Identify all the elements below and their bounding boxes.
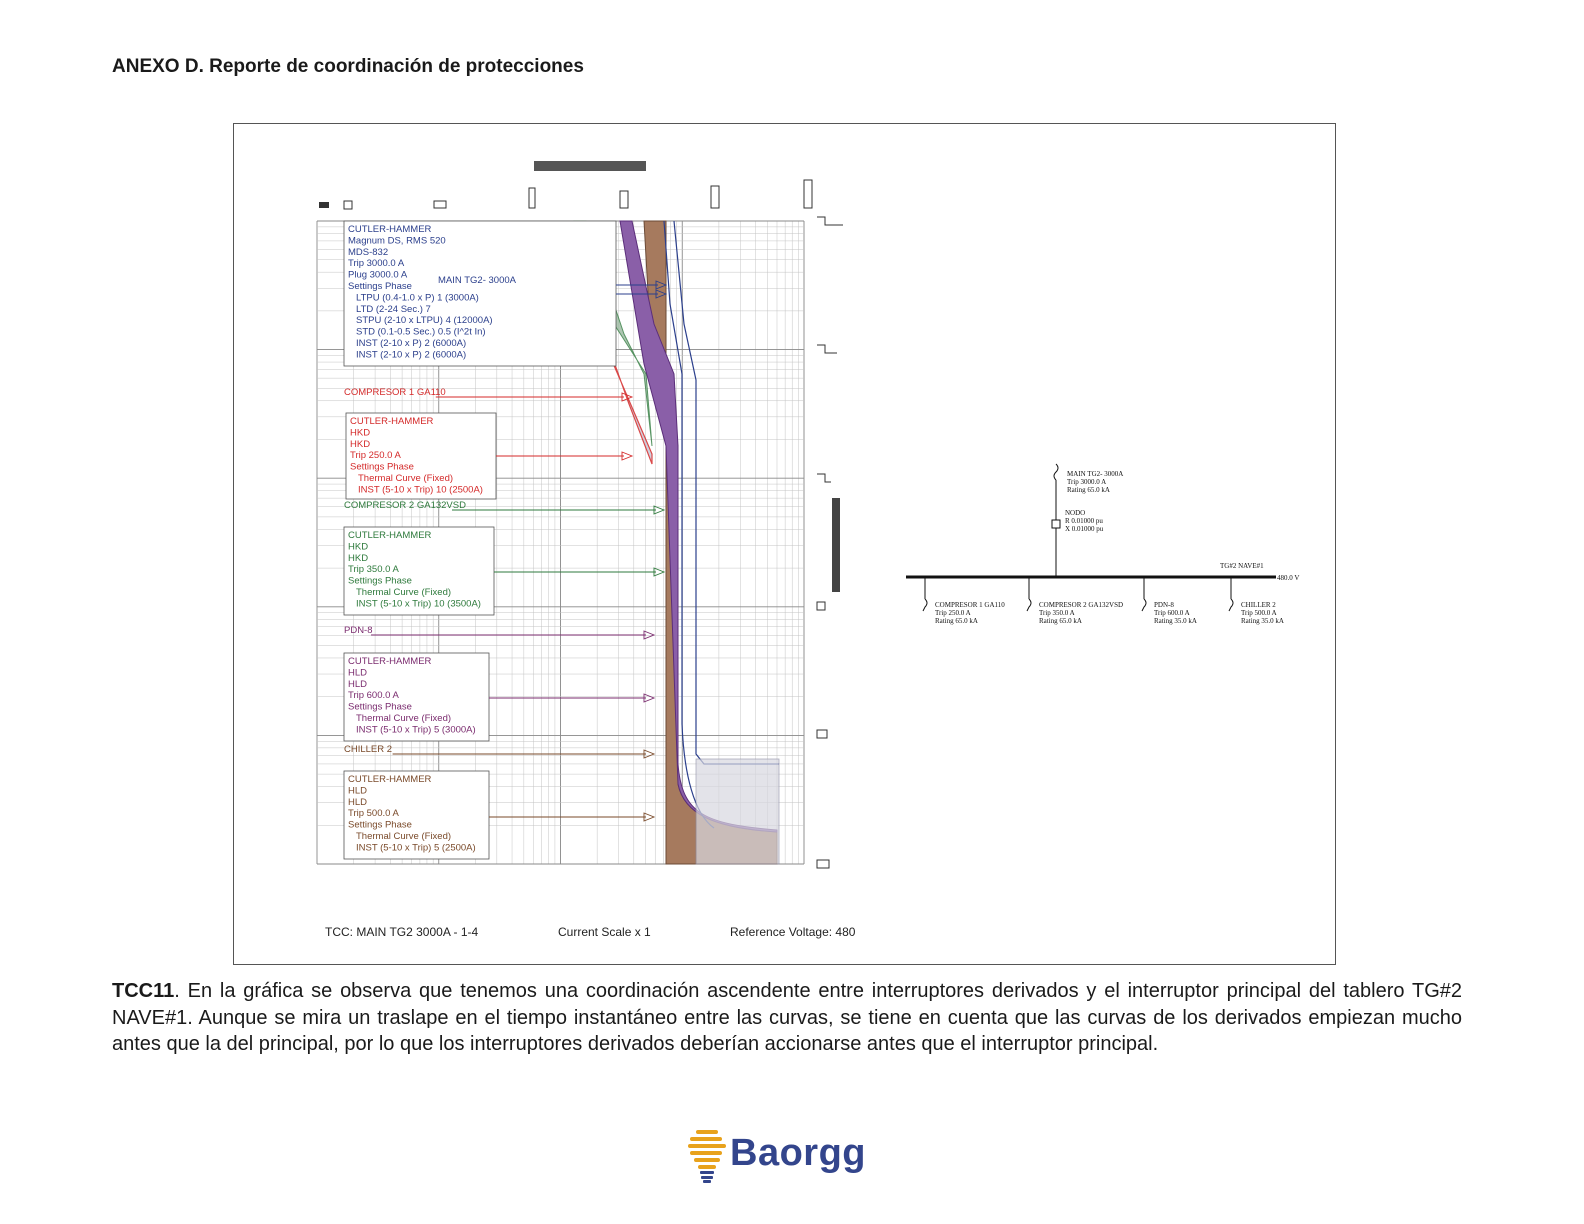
device-setting-line: Settings Phase: [348, 701, 412, 713]
figure-header-glyphs: [319, 161, 812, 209]
device-setting-line: INST (5-10 x Trip) 5 (2500A): [356, 842, 476, 854]
main-breaker-symbol: [1054, 464, 1058, 480]
device-setting-line: INST (5-10 x Trip) 10 (2500A): [358, 484, 483, 496]
feeder-breaker-symbol: [1027, 599, 1031, 611]
device-label: COMPRESOR 2 GA132VSD: [344, 500, 466, 511]
main-breaker-text: MAIN TG2- 3000A: [1067, 470, 1124, 478]
feeder-text: PDN-8: [1154, 601, 1174, 609]
device-setting-line: HLD: [348, 796, 368, 808]
device-setting-line: Plug 3000.0 A: [348, 269, 408, 281]
device-group: [344, 500, 664, 615]
device-setting-line: CUTLER-HAMMER: [348, 774, 432, 785]
device-setting-line: MDS-832: [348, 246, 389, 258]
footer-tcc: TCC: MAIN TG2 3000A - 1-4: [325, 925, 479, 939]
device-label: CHILLER 2: [344, 744, 393, 755]
feeder-text: Trip 350.0 A: [1039, 609, 1075, 617]
caption-lead: TCC11: [112, 980, 175, 1002]
device-setting-line: Thermal Curve (Fixed): [356, 831, 452, 842]
feeder-breaker-symbol: [1142, 599, 1146, 611]
feeder-text: CHILLER 2: [1241, 601, 1276, 609]
device-setting-line: CUTLER-HAMMER: [350, 416, 434, 427]
node-text: NODO: [1065, 509, 1086, 517]
feeder-text: COMPRESOR 2 GA132VSD: [1039, 601, 1124, 609]
caption-body: . En la gráfica se observa que tenemos una coordinación ascendente entre interruptores derivados y el interruptor principal del tablero TG#2 NAVE#1. Aunque se mira un traslape en el tiempo instantáneo entre las curvas, se tiene en cuenta que las curvas de los derivados empiezan mucho antes que la del principal, por lo que los interruptores derivados deberían accionarse antes que el interruptor principal.: [112, 980, 1462, 1055]
feeder-text: Trip 250.0 A: [935, 609, 971, 617]
company-logo: [686, 1126, 876, 1186]
device-setting-line: Trip 350.0 A: [348, 564, 399, 576]
device-setting-line: CUTLER-HAMMER: [348, 530, 432, 541]
feeder-breaker-symbol: [1229, 599, 1233, 611]
node-text: X 0.01000 pu: [1065, 525, 1104, 533]
tcc-figure: [233, 123, 1336, 965]
bus-voltage: 480.0 V: [1277, 574, 1300, 582]
device-setting-line: INST (2-10 x P) 2 (6000A): [356, 338, 467, 349]
feeder-text: Rating 65.0 kA: [1039, 617, 1082, 625]
device-setting-line: HLD: [348, 785, 368, 797]
main-inst-band: [696, 759, 779, 864]
time-axis-glyphs: [817, 217, 843, 868]
device-setting-line: HLD: [348, 678, 368, 690]
device-setting-line: HKD: [348, 541, 369, 553]
device-setting-line: Trip 3000.0 A: [348, 258, 405, 270]
node-symbol: [1052, 520, 1060, 528]
one-line-diagram: [906, 464, 1299, 625]
device-setting-line: LTPU (0.4-1.0 x P) 1 (3000A): [356, 292, 479, 304]
footer-reference-voltage: Reference Voltage: 480: [730, 925, 856, 939]
device-setting-line: Thermal Curve (Fixed): [358, 473, 454, 484]
feeder-text: Trip 500.0 A: [1241, 609, 1277, 617]
device-setting-line: HKD: [348, 552, 369, 564]
node-text: R 0.01000 pu: [1065, 517, 1103, 525]
footer-current-scale: Current Scale x 1: [558, 925, 651, 939]
device-setting-line: HLD: [348, 667, 368, 679]
device-setting-line: INST (5-10 x Trip) 10 (3500A): [356, 598, 481, 610]
device-group: [344, 387, 632, 499]
feeder-breaker-symbol: [923, 599, 927, 611]
figure-caption: [112, 978, 1462, 1058]
feeder-text: Trip 600.0 A: [1154, 609, 1190, 617]
lightbulb-logo-icon: [686, 1126, 730, 1184]
device-setting-line: Settings Phase: [348, 575, 412, 587]
device-setting-line: STPU (2-10 x LTPU) 4 (12000A): [356, 315, 493, 327]
feeder-text: Rating 35.0 kA: [1154, 617, 1197, 625]
logo-text: Baorgg: [730, 1132, 866, 1174]
device-label: MAIN TG2- 3000A: [438, 275, 516, 286]
device-label: COMPRESOR 1 GA110: [344, 387, 446, 398]
device-setting-line: HKD: [350, 427, 371, 439]
device-setting-line: Thermal Curve (Fixed): [356, 713, 452, 724]
main-breaker-text: Trip 3000.0 A: [1067, 478, 1107, 486]
device-setting-line: INST (5-10 x Trip) 5 (3000A): [356, 724, 476, 736]
device-setting-line: INST (2-10 x P) 2 (6000A): [356, 349, 467, 361]
device-setting-line: Settings Phase: [348, 819, 412, 831]
device-setting-line: Settings Phase: [350, 461, 414, 473]
device-setting-line: CUTLER-HAMMER: [348, 656, 432, 667]
bus-name: TG#2 NAVE#1: [1220, 562, 1264, 570]
main-curve-right: [674, 221, 779, 764]
device-setting-line: Settings Phase: [348, 281, 412, 292]
device-setting-line: Trip 600.0 A: [348, 690, 399, 702]
tcc-chart: [234, 124, 1335, 964]
pdn-band: [620, 221, 777, 832]
main-breaker-text: Rating 65.0 kA: [1067, 486, 1110, 494]
device-group: [344, 221, 666, 366]
device-setting-line: CUTLER-HAMMER: [348, 224, 432, 235]
feeder-text: COMPRESOR 1 GA110: [935, 601, 1005, 609]
device-setting-line: Magnum DS, RMS 520: [348, 235, 446, 247]
device-setting-line: HKD: [350, 438, 371, 450]
page-heading: ANEXO D. Reporte de coordinación de protecciones: [112, 56, 584, 77]
device-setting-line: Trip 250.0 A: [350, 450, 401, 462]
feeder-text: Rating 35.0 kA: [1241, 617, 1284, 625]
device-setting-line: LTD (2-24 Sec.) 7: [356, 303, 431, 315]
feeder-text: Rating 65.0 kA: [935, 617, 978, 625]
device-setting-line: Thermal Curve (Fixed): [356, 587, 452, 598]
device-setting-line: STD (0.1-0.5 Sec.) 0.5 (I^2t In): [356, 326, 486, 338]
device-setting-line: Trip 500.0 A: [348, 808, 399, 820]
device-label: PDN-8: [344, 625, 373, 636]
